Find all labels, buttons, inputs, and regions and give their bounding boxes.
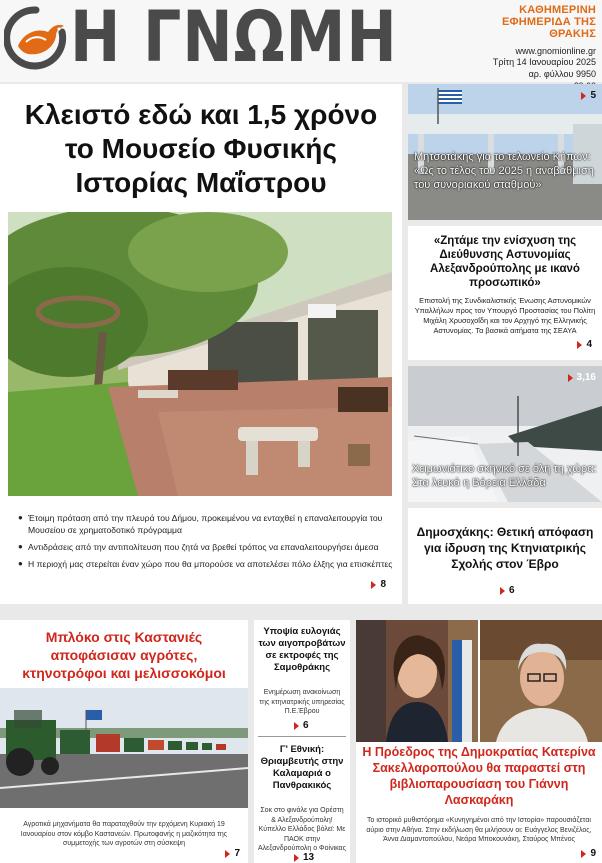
- snow-story[interactable]: [408, 366, 602, 502]
- arrow-right-icon: [294, 854, 299, 862]
- dove-logo-icon: [4, 2, 68, 76]
- masthead: [0, 0, 602, 82]
- middle-column: [254, 620, 350, 863]
- lead-bullets: [18, 512, 394, 575]
- arrow-right-icon: [500, 587, 505, 595]
- president-page-number: 9: [590, 848, 596, 859]
- vet-school-page-number: 6: [509, 585, 515, 596]
- lead-bullet: ● Αντιδράσεις από την αντιπολίτευση που ζητά να βρεθεί τρόπος να επαναλειτουργήσει άμεσα: [18, 541, 394, 553]
- samothraki-page-number: 6: [303, 720, 309, 731]
- arrow-right-icon: [577, 341, 582, 349]
- arrow-right-icon: [225, 850, 230, 858]
- website-link[interactable]: www.gnomionline.gr: [515, 46, 596, 56]
- kastanies-headline[interactable]: Μπλόκο στις Καστανιές αποφάσισαν αγρότες, κτηνοτρόφοι και μελισσοκόμοι: [22, 629, 226, 681]
- football-headline[interactable]: Γ' Εθνική: Θριαμβευτής στην Καλαμαριά ο Πανθρακικός: [260, 744, 344, 791]
- lead-page-ref[interactable]: [371, 579, 386, 590]
- police-page-ref[interactable]: [577, 339, 592, 350]
- customs-page-number: 5: [590, 90, 596, 101]
- tractors-photo: [0, 688, 248, 808]
- kastanies-page-ref[interactable]: [225, 848, 240, 859]
- lead-bullet: ● Έτοιμη πρόταση από την πλευρά του Δήμου, προκειμένου να ενταχθεί η επαναλειτουργία του Μουσείου σε χρηματοδοτικό πρόγραμμα: [18, 512, 394, 536]
- tagline-daily: ΚΑΘΗΜΕΡΙΝΗ: [519, 4, 596, 16]
- customs-page-ref[interactable]: [581, 90, 596, 101]
- kastanies-story[interactable]: [0, 620, 248, 863]
- snow-page-number: 3,16: [576, 372, 596, 383]
- football-page-number: 13: [303, 852, 315, 863]
- customs-story[interactable]: [408, 84, 602, 220]
- samothraki-page-ref[interactable]: [294, 720, 309, 731]
- kastanies-page-number: 7: [234, 848, 240, 859]
- football-body: Σοκ στο φινάλε για Ορέστη & Αλεξανδρούπολη! Κύπελλο Ελλάδος βόλεϊ: Με ΠΑΟΚ στην Αλεξανδρούπολη ο Φοίνικας: [258, 807, 346, 852]
- police-page-number: 4: [586, 339, 592, 350]
- tagline-thrace: ΕΦΗΜΕΡΙΔΑ ΤΗΣ ΘΡΑΚΗΣ: [502, 16, 596, 40]
- museum-photo: [8, 212, 392, 496]
- arrow-right-icon: [581, 850, 586, 858]
- lead-story[interactable]: [0, 84, 402, 604]
- arrow-right-icon: [371, 581, 376, 589]
- police-body: Επιστολή της Συνδικαλιστικής Ένωσης Αστυνομικών Υπαλλήλων προς τον Υπουργό Προστασίας του Πολίτη Μιχάλη Χρυσοχοΐδη και τον Αρχηγό της Ελληνικής Αστυνομίας. Τα βασικά αιτήματα της ΣΕΑΥΑ: [414, 296, 596, 335]
- customs-text[interactable]: Μητσοτάκης για το τελωνείο Κήπων: «Ως το τέλος του 2025 η αναβάθμιση του συνοριακού σταθμού»: [414, 151, 594, 191]
- lead-bullet: ● Η περιοχή μας στερείται έναν χώρο που θα μπορούσε να αποτελέσει πόλο έλξης για επισκέπτες: [18, 558, 394, 570]
- president-story[interactable]: [356, 620, 602, 863]
- samothraki-headline[interactable]: Υποψία ευλογιάς των αιγοπροβάτων σε εκτροφές της Σαμοθράκης: [258, 626, 346, 673]
- lead-headline[interactable]: Κλειστό εδώ και 1,5 χρόνο το Μουσείο Φυσικής Ιστορίας Μαΐστρου: [24, 99, 378, 198]
- police-story[interactable]: [408, 226, 602, 360]
- president-page-ref[interactable]: [581, 848, 596, 859]
- column-divider: [258, 736, 346, 737]
- president-headline[interactable]: Η Πρόεδρος της Δημοκρατίας Κατερίνα Σακελλαροπούλου θα παραστεί στη βιβλιοπαρουσίαση του Γιάννη Λασκαράκη: [362, 745, 596, 807]
- kastanies-body: Αγροτικά μηχανήματα θα παραταχθούν την ερχόμενη Κυριακή 19 Ιανουαρίου στον κόμβο Καστανεών. Πρωτοφανής η μαζικότητα της συμμετοχής των αγροτών στη σύσκεψη: [20, 821, 228, 847]
- newspaper-title[interactable]: Η ΓΝΩΜΗ: [70, 0, 398, 78]
- issue-number: αρ. φύλλου 9950: [528, 69, 596, 79]
- vet-school-headline[interactable]: Δημοσχάκης: Θετική απόφαση για ίδρυση της Κτηνιατρικής Σχολής στον Έβρο: [416, 525, 594, 571]
- masthead-info: [456, 4, 596, 92]
- snow-text[interactable]: Χειμωνιάτικο σκηνικό σε όλη τη χώρα: Στα λευκά η Βόρεια Ελλάδα: [412, 463, 597, 489]
- portraits-photo: [356, 620, 602, 742]
- vet-school-story[interactable]: [408, 508, 602, 604]
- samothraki-body: Ενημέρωση ανακοίνωση της κτηνιατρικής υπηρεσίας Π.Ε.Έβρου: [259, 689, 345, 715]
- police-headline[interactable]: «Ζητάμε την ενίσχυση της Διεύθυνσης Αστυνομίας Αλεξανδρούπολης με ικανό προσωπικό»: [430, 235, 580, 289]
- vet-school-page-ref[interactable]: [500, 585, 515, 596]
- arrow-right-icon: [294, 722, 299, 730]
- lead-page-number: 8: [380, 579, 386, 590]
- president-body: Το ιστορικό μυθιστόρημα «Κυνηγημένοι από την Ιστορία» παρουσιάζεται αύριο στην Αθήνα. Στην εκδήλωση θα μιλήσουν οι: Ευάγγελος Βενιζέλος, Άννα Διαμαντοπούλου, Νεάρα Μποκουνάκη, Σταύρος Μπένος: [366, 817, 592, 843]
- arrow-right-icon: [568, 374, 573, 382]
- arrow-right-icon: [581, 92, 586, 100]
- football-page-ref[interactable]: [294, 852, 314, 863]
- snow-page-ref[interactable]: [568, 372, 596, 383]
- issue-date: Τρίτη 14 Ιανουαρίου 2025: [492, 57, 596, 67]
